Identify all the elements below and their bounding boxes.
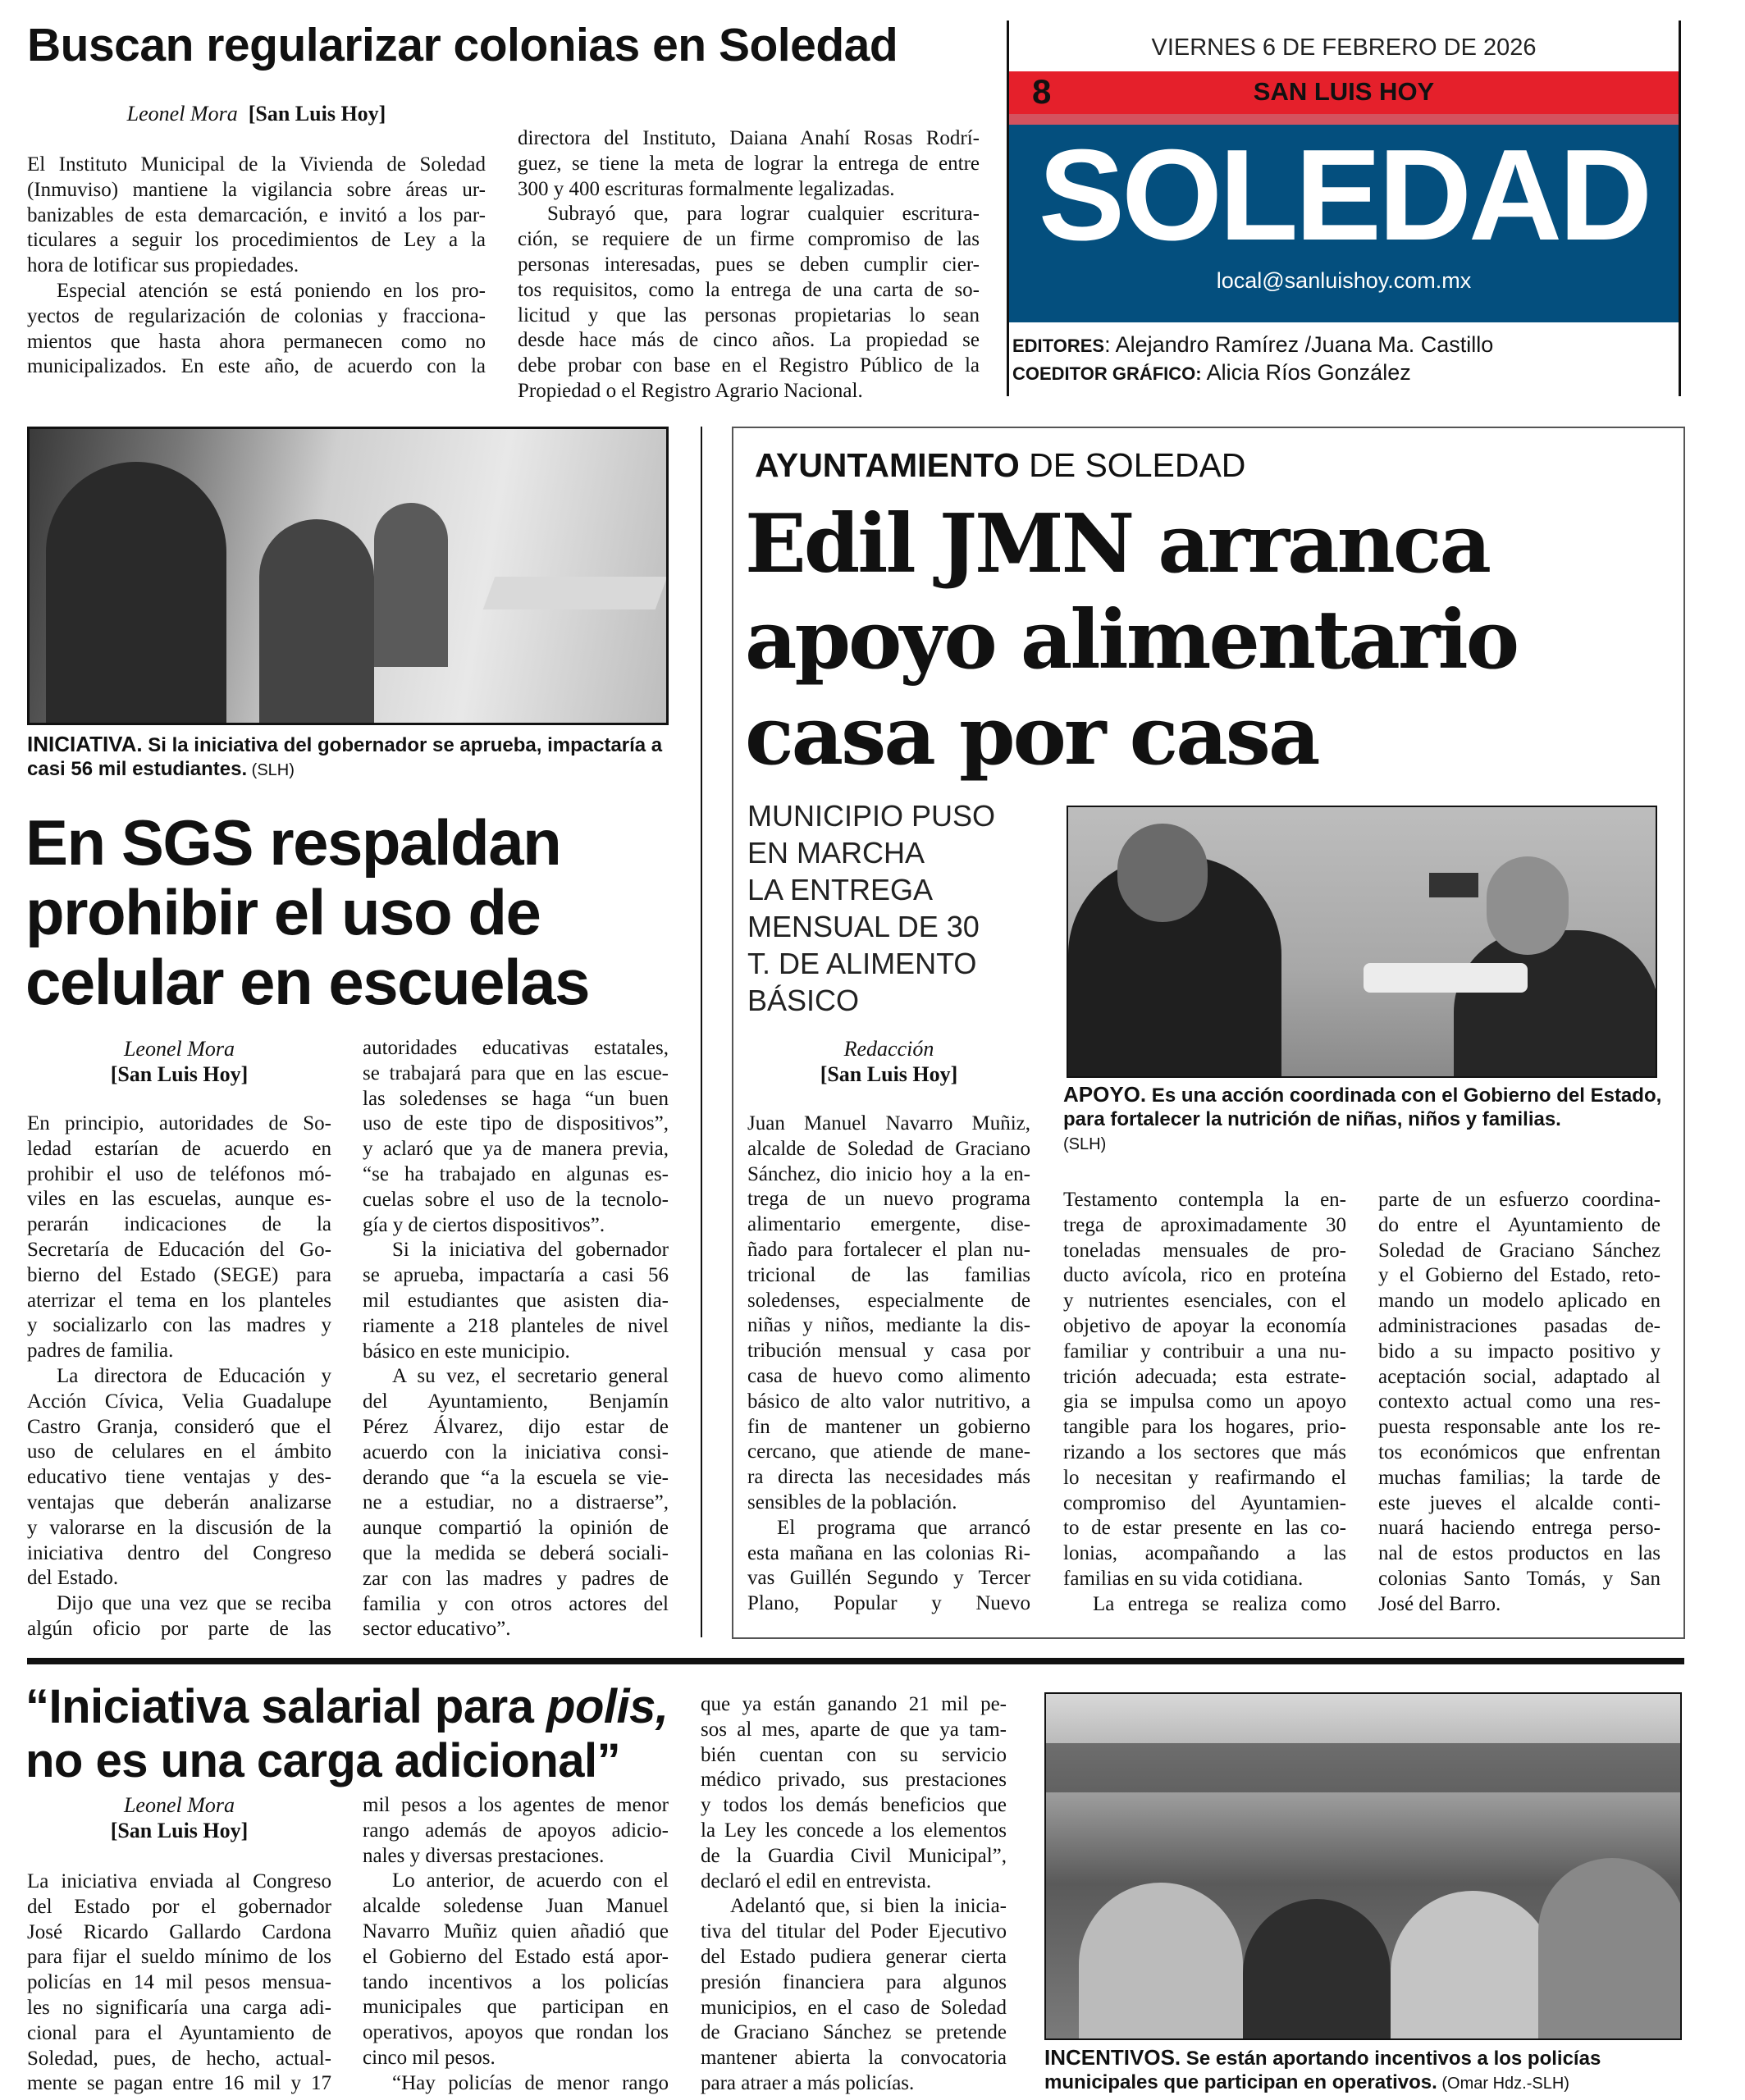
text-line: nal de estos productos en las [1378, 1542, 1660, 1565]
text-line: les no significaría una carga adi- [27, 1996, 331, 2019]
text-line: padres de familia. [27, 1340, 174, 1363]
text-line: Castro Granja, consideró que el [27, 1415, 331, 1438]
text-line: alimentario emergente, dise- [747, 1213, 1030, 1236]
text-line: bido a su impacto positivo y [1378, 1340, 1660, 1363]
text-line: mil pesos a los agentes de menor [363, 1794, 669, 1816]
text-line: yectos de regularización de colonias y fracciona- [27, 304, 486, 327]
text-line: desde hace más de cinco años. La propiedad se [518, 329, 980, 352]
text-line: acuerdo con la iniciativa consi- [363, 1440, 669, 1463]
caption-tag: APOYO. [1063, 1082, 1147, 1107]
text-line: Subrayó que, para lograr cualquier escritura- [547, 203, 980, 226]
text-line: nuará haciendo entrega perso- [1378, 1517, 1660, 1540]
text-line: “Hay policías de menor rango [392, 2071, 669, 2094]
coeditor-credit [1012, 360, 1411, 386]
text-line: fin de mantener un gobierno [747, 1415, 1030, 1438]
text-line: esta mañana en las colonias Ri- [747, 1541, 1030, 1564]
text-line: municipios, en el caso de Soledad [701, 1996, 1007, 2019]
text-line: se trabajará para que en las escue- [363, 1061, 669, 1084]
byline-polis [27, 1792, 331, 1843]
text-line: lo necesitan y reafirmando el [1063, 1466, 1346, 1489]
text-line: operativos, apoyos que rondan los [363, 2021, 669, 2044]
text-line: autoridades educativas estatales, [363, 1037, 669, 1059]
text-line: contexto actual como una res- [1378, 1390, 1660, 1413]
coeditor-label: COEDITOR GRÁFICO: [1012, 363, 1202, 384]
classroom-photo-caption [27, 733, 671, 783]
deck-line: BÁSICO [747, 984, 860, 1017]
text-line: rango además de apoyos adicio- [363, 1819, 669, 1842]
text-line: cinco mil pesos. [363, 2046, 496, 2069]
text-line: tribución mensual y casa por [747, 1340, 1030, 1363]
text-line: Pérez Álvarez, dijo estar de [363, 1415, 669, 1438]
headline-line: apoyo alimentario [745, 593, 1518, 687]
text-line: uso de este tipo de dispositivos”, [363, 1112, 669, 1135]
text-line: del Estado. [27, 1567, 119, 1590]
byline-source: [San Luis Hoy] [248, 102, 386, 126]
text-line: vas Guillén Segundo y Tercer [747, 1567, 1030, 1590]
text-line: presión financiera para algunos [701, 1970, 1007, 1993]
text-line: sector educativo”. [363, 1618, 511, 1641]
text-line: Sánchez, dio inicio hoy a la en- [747, 1162, 1030, 1185]
article-column [363, 1036, 669, 1642]
section-title: SOLEDAD [1038, 123, 1650, 267]
text-line: prohibir el uso de teléfonos mó- [27, 1162, 331, 1185]
text-line: que la medida se deberá sociali- [363, 1541, 669, 1564]
byline-source: [San Luis Hoy] [110, 1819, 249, 1842]
text-line: las soledenses se haga “un buen [363, 1087, 669, 1110]
text-line: que ya están ganando 21 mil pe- [701, 1693, 1007, 1715]
text-line: sos al mes, aparte de que ya tam- [701, 1718, 1007, 1741]
food-photo-caption [1063, 1083, 1666, 1157]
text-line: trega de un nuevo programa [747, 1188, 1030, 1211]
text-line: el Gobierno del Estado está apor- [363, 1945, 669, 1968]
text-line: debe probar con base en el Registro Público de la [518, 354, 980, 377]
kicker [755, 446, 1245, 485]
text-line: mando un modelo aplicado en [1378, 1290, 1660, 1312]
deck-line: MUNICIPIO PUSO [747, 799, 996, 833]
text-line: zar con las madres y padres de [363, 1567, 669, 1590]
article-column [27, 1869, 331, 2097]
text-line: nales y diversas prestaciones. [363, 1844, 605, 1867]
text-line: alcalde soledense Juan Manuel [363, 1895, 669, 1918]
text-line: y valorarse en la discusión de la [27, 1516, 331, 1539]
text-line: alcalde de Soledad de Graciano [747, 1137, 1030, 1160]
text-line: Dijo que una vez que se reciba [57, 1592, 331, 1615]
headline-line: no es una carga adicional” [25, 1734, 621, 1787]
text-line: Navarro Muñiz quien añadió que [363, 1920, 669, 1942]
headline-celular [25, 808, 589, 1017]
text-line: de la Guardia Civil Municipal”, [701, 1844, 1007, 1867]
text-line: y aclaró que ya de manera previa, [363, 1138, 669, 1161]
text-line: y el Gobierno del Estado, reto- [1378, 1264, 1660, 1287]
text-line: La iniciativa enviada al Congreso [27, 1870, 331, 1892]
text-line: cercano, que atiende de mane- [747, 1440, 1030, 1463]
section-email: local@sanluishoy.com.mx [1216, 268, 1472, 293]
headline-emphasis: polis, [546, 1680, 669, 1733]
deck-line: LA ENTREGA [747, 873, 934, 906]
text-line: bién cuentan con su servicio [701, 1743, 1007, 1766]
text-line: compromiso del Ayuntamien- [1063, 1491, 1346, 1514]
text-line: se aprueba, impactaría a casi 56 [363, 1264, 669, 1287]
text-line: del Ayuntamiento, Benjamín [363, 1390, 669, 1413]
article-column [27, 153, 486, 380]
headline-line: casa por casa [745, 689, 1318, 783]
byline-colonias [27, 102, 486, 126]
text-line: derando que “a la escuela se vie- [363, 1466, 669, 1489]
text-line: aceptación social, adaptado al [1378, 1365, 1660, 1388]
headline-alimentario [745, 496, 1517, 784]
text-line: colonias Santo Tomás, y San [1378, 1567, 1660, 1590]
text-line: personas interesadas, pues se deben cumplir cier- [518, 253, 980, 276]
text-line: puesta responsable ante los re- [1378, 1416, 1660, 1439]
text-line: básico en este municipio. [363, 1340, 570, 1363]
text-line: viles en las escuelas, aunque es- [27, 1188, 331, 1211]
text-line: ticulares a seguir los procedimientos de Ley a la [27, 229, 486, 252]
text-line: Si la iniciativa del gobernador [392, 1239, 669, 1262]
text-line: guez, se tiene la meta de lograr la entrega de entre [518, 152, 980, 175]
headline-line: En SGS respaldan [25, 806, 561, 879]
text-line: Soledad de Graciano Sánchez [1378, 1239, 1660, 1262]
text-line: gía y de ciertos dispositivos”. [363, 1213, 605, 1236]
caption-tag: INCENTIVOS. [1044, 2045, 1181, 2070]
text-line: Soledad, pues, de hecho, actual- [27, 2047, 331, 2070]
text-line: El Instituto Municipal de la Vivienda de Soledad [27, 153, 486, 176]
text-line: (Inmuviso) mantiene la vigilancia sobre áreas ur- [27, 178, 486, 201]
headline-line: Edil JMN arranca [745, 497, 1490, 591]
text-line: ventajas que deberán analizarse [27, 1491, 331, 1513]
text-line: licitud y que las personas propietarias lo sean [518, 304, 980, 326]
text-line: tos requisitos, como la entrega de una carta de so- [518, 278, 980, 301]
text-line: tricional de las familias [747, 1263, 1030, 1286]
text-line: La directora de Educación y [57, 1364, 331, 1387]
text-line: y todos los demás beneficios que [701, 1794, 1007, 1817]
headline-line: celular en escuelas [25, 946, 589, 1018]
text-line: aterrizar el tema en los planteles [27, 1289, 331, 1312]
text-line: tiva del titular del Poder Ejecutivo [701, 1920, 1007, 1943]
headline-line: “Iniciativa salarial para [25, 1680, 547, 1733]
article-column [1063, 1188, 1346, 1618]
text-line: policías en 14 mil pesos mensua- [27, 1971, 331, 1994]
text-line: to de estar presente en las co- [1063, 1517, 1346, 1540]
text-line: este jueves el alcalde conti- [1378, 1491, 1660, 1514]
caption-tag: INICIATIVA. [27, 732, 143, 756]
article-column [747, 1112, 1030, 1617]
text-line: perarán indicaciones de la [27, 1213, 331, 1236]
masthead-right-rule [1679, 21, 1681, 396]
headline-colonias: Buscan regularizar colonias en Soledad [27, 19, 898, 71]
text-line: gia se impulsa como un apoyo [1063, 1390, 1346, 1413]
headline-polis [25, 1680, 669, 1788]
text-line: y nutrientes esenciales, con el [1063, 1290, 1346, 1312]
text-line: En principio, autoridades de So- [27, 1112, 331, 1134]
text-line: José del Barro. [1378, 1592, 1501, 1615]
text-line: riamente a 218 planteles de nivel [363, 1314, 669, 1337]
text-line: Propiedad o el Registro Agrario Nacional. [518, 379, 863, 402]
article-column [701, 1692, 1007, 2097]
text-line: lonias, acompañando a las [1063, 1542, 1346, 1565]
text-line: la Ley les concede a los elementos [701, 1819, 1007, 1842]
text-line: José Ricardo Gallardo Cardona [27, 1920, 331, 1943]
text-line: básico de alto valor nutritivo, a [747, 1390, 1030, 1413]
editors-names: : Alejandro Ramírez /Juana Ma. Castillo [1104, 332, 1494, 357]
text-line: Testamento contempla la en- [1063, 1189, 1346, 1211]
deck-line: MENSUAL DE 30 [747, 910, 980, 943]
text-line: 300 y 400 escrituras formalmente legalizadas. [518, 177, 895, 200]
text-line: muchas familias; la tarde de [1378, 1466, 1660, 1489]
text-line: mientos que hasta ahora permanecen como no [27, 330, 486, 353]
text-line: y socializarlo con las madres y [27, 1314, 331, 1337]
text-line: ñado para fortalecer el plan nu- [747, 1238, 1030, 1261]
article-column [363, 1793, 669, 2097]
text-line: banizables de esta demarcación, e invitó a los par- [27, 203, 486, 226]
text-line: toneladas mensuales de pro- [1063, 1239, 1346, 1262]
text-line: “se ha trabajado en algunas es- [363, 1162, 669, 1185]
food-delivery-photo [1067, 806, 1657, 1078]
editors-credit [1012, 332, 1493, 358]
page-number: 8 [1032, 72, 1052, 111]
classroom-photo [27, 427, 669, 725]
coeditor-name: Alicia Ríos González [1201, 360, 1411, 385]
caption-credit: (Omar Hdz.-SLH) [1437, 2075, 1569, 2093]
kicker-rest: DE SOLEDAD [1019, 446, 1246, 484]
text-line: médico privado, sus prestaciones [701, 1769, 1007, 1792]
paper-name: SAN LUIS HOY [1253, 77, 1435, 106]
text-line: para fijar el sueldo mínimo de los [27, 1946, 331, 1969]
text-line: hora de lotificar sus propiedades. [27, 254, 299, 277]
deck [747, 797, 995, 1019]
text-line: del Estado pudiera generar cierta [701, 1945, 1007, 1968]
text-line: tangible para los hogares, prio- [1063, 1416, 1346, 1439]
text-line: uso de celulares en el ámbito [27, 1440, 331, 1463]
text-line: para atraer a más policías. [701, 2071, 915, 2094]
text-line: aunque compartió la opinión de [363, 1517, 669, 1540]
text-line: soledenses, especialmente de [747, 1289, 1030, 1312]
byline-author: Leonel Mora [123, 1037, 235, 1061]
text-line: ción, se requiere de un firme compromiso de las [518, 228, 980, 251]
text-line: A su vez, el secretario general [392, 1365, 669, 1388]
text-line: Plano, Popular y Nuevo [747, 1592, 1030, 1615]
issue-date: VIERNES 6 DE FEBRERO DE 2026 [1151, 34, 1537, 61]
text-line: ne a estudiar, no a distraerse”, [363, 1491, 669, 1514]
text-line: Acción Cívica, Velia Guadalupe [27, 1390, 331, 1413]
text-line: rizando a los sectores que más [1063, 1440, 1346, 1463]
text-line: Juan Manuel Navarro Muñiz, [747, 1112, 1030, 1134]
editors-label: EDITORES [1012, 336, 1105, 356]
byline-source: [San Luis Hoy] [820, 1062, 958, 1086]
caption-credit: (SLH) [247, 761, 295, 779]
text-line: Especial atención se está poniendo en los pro- [57, 279, 486, 302]
article-column [1378, 1188, 1660, 1618]
byline-alimentario [747, 1036, 1030, 1087]
text-line: directora del Instituto, Daiana Anahí Rosas Rodrí- [518, 127, 980, 149]
text-line: do entre el Ayuntamiento de [1378, 1213, 1660, 1236]
text-line: Secretaría de Educación del Go- [27, 1238, 331, 1261]
byline-source: [San Luis Hoy] [110, 1062, 249, 1086]
text-line: parte de un esfuerzo coordina- [1378, 1189, 1660, 1211]
deck-line: EN MARCHA [747, 836, 925, 870]
text-line: educativo tiene ventajas y des- [27, 1466, 331, 1489]
text-line: mantener abierta la convocatoria [701, 2047, 1007, 2070]
text-line: de Graciano Sánchez se pretende [701, 2021, 1007, 2044]
caption-credit: (SLH) [1063, 1135, 1107, 1153]
text-line: Lo anterior, de acuerdo con el [392, 1869, 669, 1892]
text-line: declaró el edil en entrevista. [701, 1869, 932, 1892]
article-column [27, 1112, 331, 1642]
text-line: administraciones pasadas de- [1378, 1314, 1660, 1337]
deck-line: T. DE ALIMENTO [747, 947, 977, 980]
byline-author: Leonel Mora [123, 1793, 235, 1817]
text-line: trega de aproximadamente 30 [1063, 1213, 1346, 1236]
text-line: del Estado por el gobernador [27, 1895, 331, 1918]
text-line: municipalizados. En este año, de acuerdo con la [27, 355, 486, 378]
text-line: bierno del Estado (SEGE) para [27, 1263, 331, 1286]
text-line: municipales que participan en [363, 1996, 669, 2019]
text-line: cuelas sobre el uso de la tecnolo- [363, 1188, 669, 1211]
police-photo [1044, 1692, 1682, 2040]
text-line: ledad estarían de acuerdo en [27, 1137, 331, 1160]
text-line: niñas y niños, mediante la dis- [747, 1314, 1030, 1337]
text-line: familiar y contribuir a una nu- [1063, 1340, 1346, 1363]
text-line: sensibles de la población. [747, 1491, 957, 1513]
byline-author: Leonel Mora [126, 102, 238, 126]
text-line: casa de huevo como alimento [747, 1364, 1030, 1387]
text-line: La entrega se realiza como [1093, 1592, 1346, 1615]
caption-text: Si la iniciativa del gobernador se aprueba, impactaría a casi 56 mil estudiantes. [27, 734, 663, 780]
byline-author: Redacción [843, 1037, 934, 1061]
text-line: tos económicos que enfrentan [1378, 1440, 1660, 1463]
text-line: mente se pagan entre 16 mil y 17 [27, 2072, 331, 2095]
text-line: El programa que arrancó [777, 1516, 1030, 1539]
text-line: algún oficio por parte de las [27, 1617, 331, 1640]
text-line: ducto avícola, rico en proteína [1063, 1264, 1346, 1287]
text-line: cional para el Ayuntamiento de [27, 2021, 331, 2044]
headline-line: prohibir el uso de [25, 876, 541, 948]
text-line: trición adecuada; esta estrate- [1063, 1365, 1346, 1388]
text-line: mil estudiantes que asisten dia- [363, 1289, 669, 1312]
caption-text: Se están aportando incentivos a los policías municipales que participan en operativos. [1044, 2048, 1601, 2093]
text-line: familias en su vida cotidiana. [1063, 1567, 1304, 1590]
text-line: iniciativa dentro del Congreso [27, 1541, 331, 1564]
police-photo-caption [1044, 2046, 1692, 2096]
text-line: familia y con otros actores del [363, 1592, 669, 1615]
section-rule [27, 1658, 1684, 1664]
column-divider [701, 427, 702, 1637]
text-line: ra directa las necesidades más [747, 1466, 1030, 1489]
article-column [518, 126, 980, 404]
text-line: objetivo de apoyar la economía [1063, 1314, 1346, 1337]
text-line: Adelantó que, si bien la inicia- [730, 1895, 1007, 1918]
kicker-bold: AYUNTAMIENTO [755, 446, 1020, 484]
text-line: tando incentivos a los policías [363, 1970, 669, 1993]
caption-text: Es una acción coordinada con el Gobierno del Estado, para fortalecer la nutrición de niñas, niños y familias. [1063, 1084, 1662, 1130]
byline-celular [27, 1036, 331, 1087]
